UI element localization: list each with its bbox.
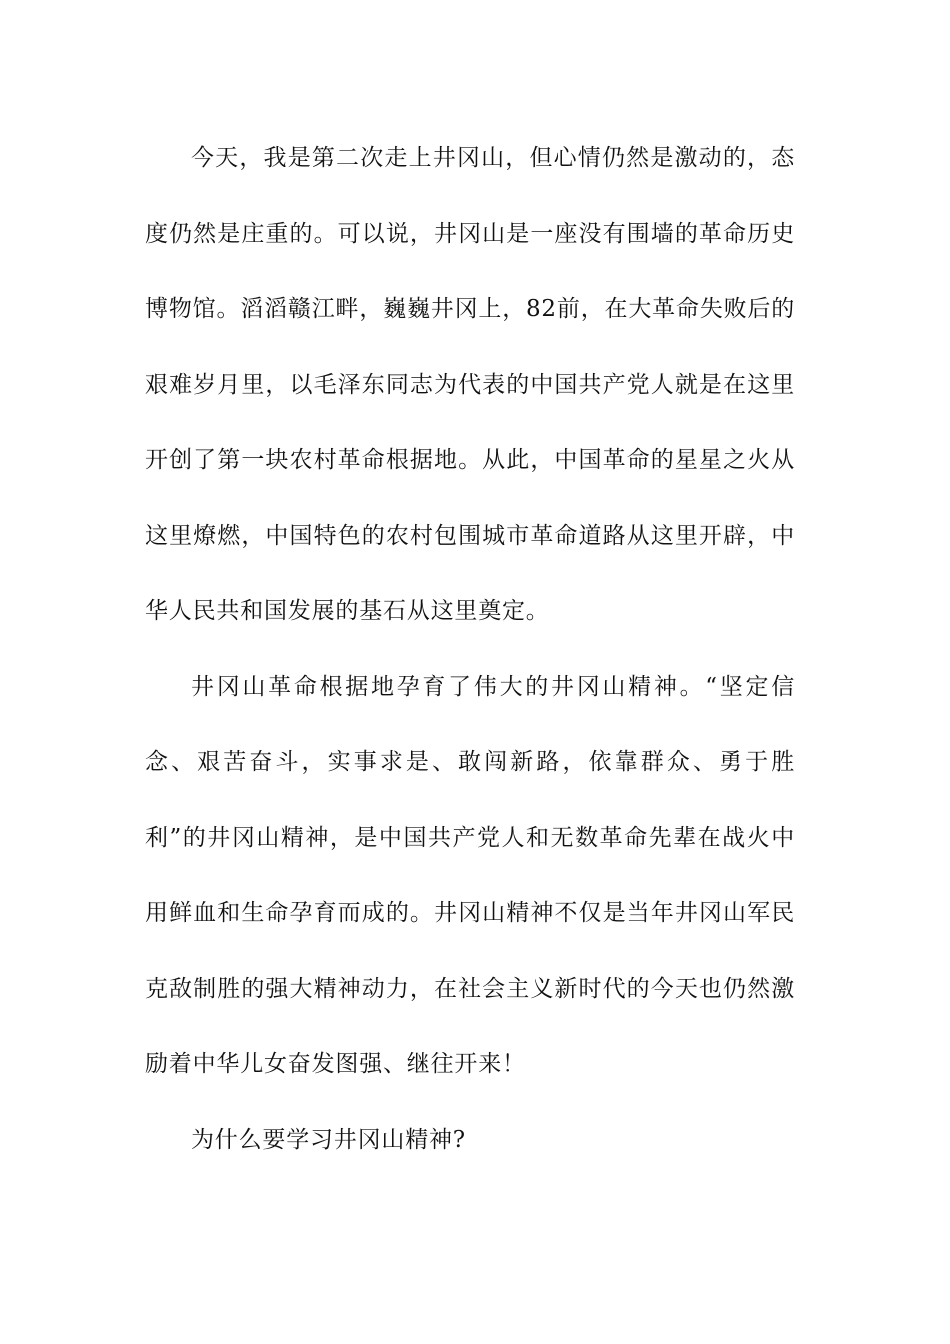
paragraph-3: 为什么要学习井冈山精神? bbox=[191, 1126, 466, 1153]
paragraph-1: 今天，我是第二次走上井冈山，但心情仍然是激动的，态度仍然是庄重的。可以说，井冈山是一座没有围墙的革命历史博物馆。滔滔赣江畔，巍巍井冈上，82前，在大革命失败后的艰难岁月里，以毛泽东同志为代表的中国共产党人就是在这里开创了第一块农村革命根据地。从此，中国革命的星星之火从这里燎燃，中国特色的农村包围城市革命道路从这里开辟，中华人民共和国发展的基石从这里奠定。 bbox=[145, 145, 795, 624]
paragraph-2: 井冈山革命根据地孕育了伟大的井冈山精神。“坚定信念、艰苦奋斗，实事求是、敢闯新路，依靠群众、勇于胜利”的井冈山精神，是中国共产党人和无数革命先辈在战火中用鲜血和生命孕育而成的。井冈山精神不仅是当年井冈山军民克敌制胜的强大精神动力，在社会主义新时代的今天也仍然激励着中华儿女奋发图强、继往开来！ bbox=[145, 673, 795, 1077]
document-body bbox=[145, 121, 795, 1178]
